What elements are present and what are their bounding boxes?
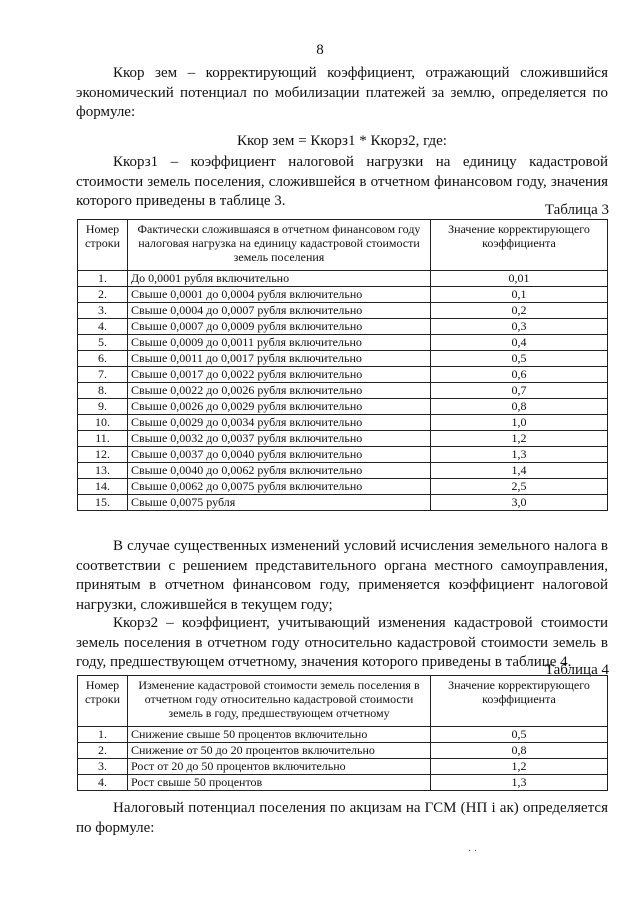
- table-row: [78, 367, 608, 383]
- intro-paragraph: Ккор зем – корректирующий коэффициент, отражающий сложившийся экономический потенциал по мобилизации платежей за землю, определяется по формуле:: [76, 65, 608, 120]
- table-cell-val: 0,3: [431, 319, 608, 335]
- table3-header-description: Фактически сложившаяся в отчетном финансовом году налоговая нагрузка на единицу кадастровой стоимости земель поселения: [128, 220, 431, 271]
- table-row: [78, 351, 608, 367]
- table-cell-val: 0,4: [431, 335, 608, 351]
- table-3: [77, 219, 608, 511]
- table-cell-desc: Свыше 0,0011 до 0,0017 рубля включительно: [128, 351, 431, 367]
- table-cell-desc: Свыше 0,0004 до 0,0007 рубля включительно: [128, 303, 431, 319]
- table-cell-num: 14.: [78, 479, 128, 495]
- table-cell-val: 0,7: [431, 383, 608, 399]
- table4-header-number: Номер строки: [78, 676, 128, 727]
- table-cell-val: 1,4: [431, 463, 608, 479]
- table-cell-num: 11.: [78, 431, 128, 447]
- table-cell-desc: Свыше 0,0007 до 0,0009 рубля включительно: [128, 319, 431, 335]
- table-cell-desc: Свыше 0,0075 рубля: [128, 495, 431, 511]
- table-row: [78, 495, 608, 511]
- table4-caption: Таблица 4: [544, 662, 609, 678]
- table-cell-val: 1,2: [431, 431, 608, 447]
- table-row: [78, 319, 608, 335]
- table-cell-num: 4.: [78, 775, 128, 791]
- table-cell-val: 2,5: [431, 479, 608, 495]
- table4-header-value: Значение корректирующего коэффициента: [431, 676, 608, 727]
- table-row: [78, 447, 608, 463]
- page-number: 8: [316, 42, 324, 58]
- table-row: [78, 775, 608, 791]
- table-cell-val: 0,8: [431, 743, 608, 759]
- table-cell-desc: Снижение от 50 до 20 процентов включительно: [128, 743, 431, 759]
- table4-header-description: Изменение кадастровой стоимости земель поселения в отчетном году относительно кадастровой стоимости земель в году, предшествующем отчетному: [128, 676, 431, 727]
- table-cell-num: 15.: [78, 495, 128, 511]
- table-cell-desc: Свыше 0,0017 до 0,0022 рубля включительно: [128, 367, 431, 383]
- table-cell-desc: Свыше 0,0001 до 0,0004 рубля включительно: [128, 287, 431, 303]
- table4-header-row: [78, 676, 608, 727]
- table-cell-num: 3.: [78, 759, 128, 775]
- table3-header-row: [78, 220, 608, 271]
- table-cell-desc: Свыше 0,0009 до 0,0011 рубля включительно: [128, 335, 431, 351]
- table-4: [77, 675, 608, 791]
- table-cell-val: 1,0: [431, 415, 608, 431]
- table-row: [78, 383, 608, 399]
- table-cell-num: 6.: [78, 351, 128, 367]
- table-cell-val: 0,1: [431, 287, 608, 303]
- table-cell-desc: Рост свыше 50 процентов: [128, 775, 431, 791]
- table-row: [78, 303, 608, 319]
- table-cell-val: 0,6: [431, 367, 608, 383]
- table-cell-num: 9.: [78, 399, 128, 415]
- change-paragraph: В случае существенных изменений условий исчисления земельного налога в соответствии с решением представительного органа местного самоуправления, принятым в отчетном финансовом году, применяется коэффициент налоговой нагрузки, сложившейся в текущем году;: [76, 538, 608, 613]
- table-row: [78, 399, 608, 415]
- table-cell-desc: Свыше 0,0026 до 0,0029 рубля включительно: [128, 399, 431, 415]
- table-cell-val: 1,3: [431, 447, 608, 463]
- table-cell-num: 2.: [78, 287, 128, 303]
- table-cell-val: 3,0: [431, 495, 608, 511]
- table-cell-val: 0,8: [431, 399, 608, 415]
- table-cell-val: 1,2: [431, 759, 608, 775]
- table-cell-num: 13.: [78, 463, 128, 479]
- table-cell-num: 5.: [78, 335, 128, 351]
- table-cell-num: 10.: [78, 415, 128, 431]
- table-cell-num: 12.: [78, 447, 128, 463]
- table-row: [78, 759, 608, 775]
- table3-caption: Таблица 3: [544, 202, 609, 218]
- kkorz1-paragraph: Ккорз1 – коэффициент налоговой нагрузки на единицу кадастровой стоимости земель поселения, сложившейся в отчетном финансовом году, значения которого приведены в таблице 3.: [76, 154, 608, 209]
- table-cell-desc: До 0,0001 рубля включительно: [128, 271, 431, 287]
- table-cell-val: 0,01: [431, 271, 608, 287]
- table-cell-val: 0,5: [431, 727, 608, 743]
- table-cell-num: 1.: [78, 271, 128, 287]
- table-cell-desc: Свыше 0,0037 до 0,0040 рубля включительно: [128, 447, 431, 463]
- table3-header-number: Номер строки: [78, 220, 128, 271]
- table-cell-desc: Свыше 0,0022 до 0,0026 рубля включительно: [128, 383, 431, 399]
- final-paragraph: Налоговый потенциал поселения по акцизам на ГСМ (НП i ак) определяется по формуле:: [76, 800, 608, 836]
- table-row: [78, 743, 608, 759]
- table-row: [78, 287, 608, 303]
- table-cell-num: 1.: [78, 727, 128, 743]
- table-cell-num: 3.: [78, 303, 128, 319]
- table-row: [78, 727, 608, 743]
- table-row: [78, 479, 608, 495]
- table-row: [78, 271, 608, 287]
- table-cell-val: 0,2: [431, 303, 608, 319]
- table-cell-desc: Свыше 0,0040 до 0,0062 рубля включительно: [128, 463, 431, 479]
- table-row: [78, 463, 608, 479]
- table-cell-desc: Рост от 20 до 50 процентов включительно: [128, 759, 431, 775]
- table-row: [78, 335, 608, 351]
- kkorz2-paragraph: Ккорз2 – коэффициент, учитывающий изменения кадастровой стоимости земель поселения в отчетном году относительно кадастровой стоимости земель в году, предшествующем отчетному, значения которого приведены в таблице 4.: [76, 615, 608, 670]
- table-cell-val: 1,3: [431, 775, 608, 791]
- table-cell-num: 8.: [78, 383, 128, 399]
- formula-main: Ккор зем = Ккорз1 * Ккорз2, где:: [237, 133, 447, 149]
- table-cell-val: 0,5: [431, 351, 608, 367]
- table-cell-num: 7.: [78, 367, 128, 383]
- table-row: [78, 431, 608, 447]
- table-cell-num: 4.: [78, 319, 128, 335]
- table-cell-desc: Снижение свыше 50 процентов включительно: [128, 727, 431, 743]
- table3-header-value: Значение корректирующего коэффициента: [431, 220, 608, 271]
- table-cell-desc: Свыше 0,0029 до 0,0034 рубля включительно: [128, 415, 431, 431]
- scan-mark: · ·: [468, 846, 478, 857]
- table-cell-desc: Свыше 0,0062 до 0,0075 рубля включительно: [128, 479, 431, 495]
- table-cell-num: 2.: [78, 743, 128, 759]
- table-row: [78, 415, 608, 431]
- table-cell-desc: Свыше 0,0032 до 0,0037 рубля включительно: [128, 431, 431, 447]
